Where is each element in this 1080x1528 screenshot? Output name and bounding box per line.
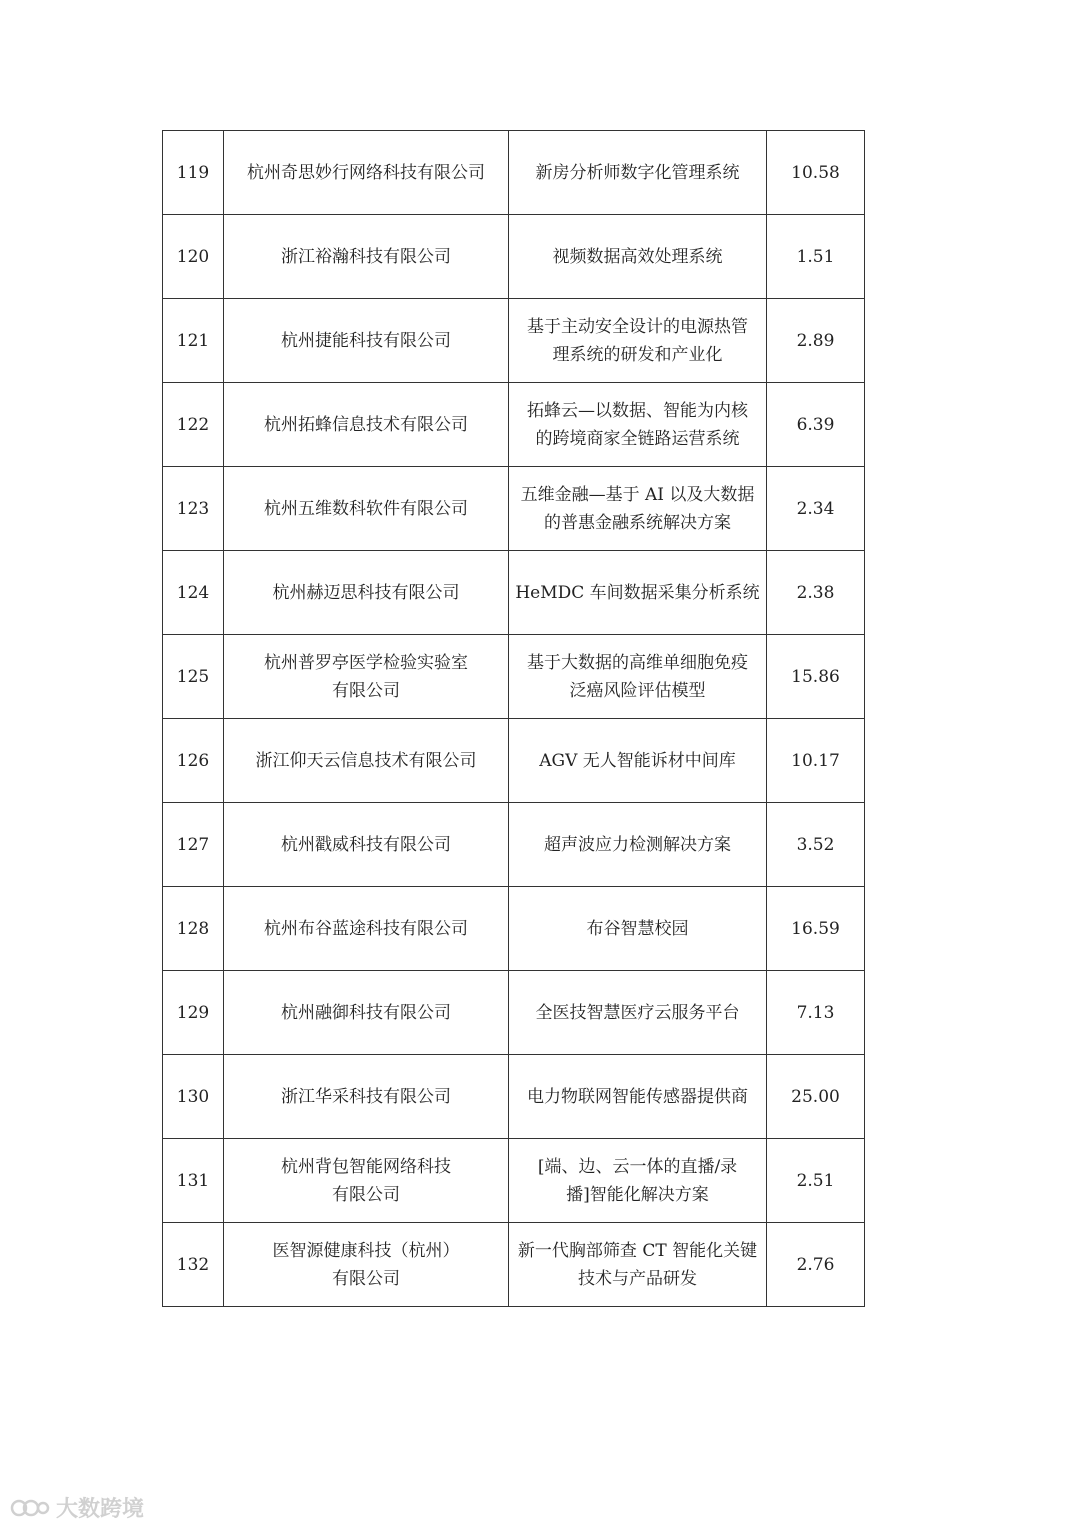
project-name-line: 新房分析师数字化管理系统: [535, 162, 740, 183]
row-number-cell: 124: [163, 551, 224, 635]
watermark-text: 大数跨境: [56, 1497, 145, 1522]
project-name-line: 全医技智慧医疗云服务平台: [535, 1002, 740, 1023]
company-cell: [224, 803, 509, 887]
project-name-line: 新一代胸部筛查 CT 智能化关键: [517, 1240, 758, 1261]
row-number-cell: 127: [163, 803, 224, 887]
row-number-cell: 121: [163, 299, 224, 383]
row-number-cell: 129: [163, 971, 224, 1055]
project-cell: [509, 1223, 767, 1307]
table-row: [163, 215, 865, 299]
row-number-cell: 126: [163, 719, 224, 803]
company-name-line: 浙江裕瀚科技有限公司: [281, 246, 451, 267]
project-cell: [509, 1139, 767, 1223]
project-cell: [509, 887, 767, 971]
row-number-cell: 123: [163, 467, 224, 551]
company-name-line: 杭州五维数科软件有限公司: [264, 498, 468, 519]
table-row: [163, 719, 865, 803]
table-body: [163, 131, 865, 1307]
funding-table: [162, 130, 865, 1307]
table-row: [163, 1139, 865, 1223]
row-number-cell: 122: [163, 383, 224, 467]
company-name-line: 有限公司: [332, 680, 400, 701]
project-cell: [509, 635, 767, 719]
company-name-line: 杭州融御科技有限公司: [281, 1002, 451, 1023]
project-name-line: 基于大数据的高维单细胞免疫: [527, 652, 748, 673]
project-name-line: AGV 无人智能诉材中间库: [539, 750, 736, 771]
table-row: [163, 299, 865, 383]
project-cell: [509, 803, 767, 887]
company-name-line: 杭州赫迈思科技有限公司: [272, 582, 460, 603]
project-name-line: 基于主动安全设计的电源热管: [527, 316, 748, 337]
amount-cell: 6.39: [767, 383, 865, 467]
project-cell: [509, 383, 767, 467]
company-name-line: 有限公司: [332, 1268, 400, 1289]
company-name-line: 杭州布谷蓝途科技有限公司: [264, 918, 468, 939]
row-number-cell: 125: [163, 635, 224, 719]
row-number-cell: 130: [163, 1055, 224, 1139]
amount-cell: 10.17: [767, 719, 865, 803]
table-row: [163, 551, 865, 635]
company-cell: [224, 467, 509, 551]
project-cell: [509, 467, 767, 551]
amount-cell: 2.51: [767, 1139, 865, 1223]
project-cell: [509, 971, 767, 1055]
row-number-cell: 132: [163, 1223, 224, 1307]
company-name-line: 杭州背包智能网络科技: [281, 1156, 451, 1177]
table-row: [163, 1223, 865, 1307]
company-cell: [224, 551, 509, 635]
project-name-line: 理系统的研发和产业化: [552, 344, 723, 365]
project-name-line: 的普惠金融系统解决方案: [544, 512, 731, 533]
project-name-line: HeMDC 车间数据采集分析系统: [515, 582, 760, 603]
project-name-line: 布谷智慧校园: [586, 918, 689, 939]
project-name-line: 技术与产品研发: [578, 1268, 697, 1289]
table-row: [163, 635, 865, 719]
company-cell: [224, 299, 509, 383]
table-row: [163, 971, 865, 1055]
company-cell: [224, 1055, 509, 1139]
amount-cell: 3.52: [767, 803, 865, 887]
watermark: [10, 1492, 144, 1523]
project-name-line: 泛癌风险评估模型: [569, 680, 706, 701]
project-cell: [509, 215, 767, 299]
company-cell: [224, 1223, 509, 1307]
company-cell: [224, 1139, 509, 1223]
amount-cell: 16.59: [767, 887, 865, 971]
table-row: [163, 467, 865, 551]
company-cell: [224, 887, 509, 971]
row-number-cell: 119: [163, 131, 224, 215]
project-cell: [509, 719, 767, 803]
table-row: [163, 383, 865, 467]
amount-cell: 2.34: [767, 467, 865, 551]
project-name-line: [端、边、云一体的直播/录: [537, 1156, 738, 1177]
amount-cell: 2.38: [767, 551, 865, 635]
project-name-line: 五维金融—基于 AI 以及大数据: [520, 484, 755, 505]
company-name-line: 杭州戳威科技有限公司: [281, 834, 451, 855]
table-row: [163, 131, 865, 215]
company-name-line: 浙江仰天云信息技术有限公司: [255, 750, 477, 771]
company-cell: [224, 971, 509, 1055]
project-cell: [509, 131, 767, 215]
company-cell: [224, 635, 509, 719]
row-number-cell: 128: [163, 887, 224, 971]
amount-cell: 7.13: [767, 971, 865, 1055]
project-name-line: 超声波应力检测解决方案: [544, 834, 731, 855]
amount-cell: 15.86: [767, 635, 865, 719]
company-name-line: 杭州拓蜂信息技术有限公司: [264, 414, 468, 435]
project-cell: [509, 299, 767, 383]
company-name-line: 杭州普罗亭医学检验实验室: [264, 652, 468, 673]
project-name-line: 播]智能化解决方案: [566, 1184, 709, 1205]
project-name-line: 视频数据高效处理系统: [552, 246, 723, 267]
project-name-line: 拓蜂云—以数据、智能为内核: [527, 400, 748, 421]
table-row: [163, 803, 865, 887]
project-name-line: 电力物联网智能传感器提供商: [527, 1086, 748, 1107]
row-number-cell: 120: [163, 215, 224, 299]
company-cell: [224, 131, 509, 215]
amount-cell: 10.58: [767, 131, 865, 215]
table-row: [163, 1055, 865, 1139]
project-name-line: 的跨境商家全链路运营系统: [535, 428, 740, 449]
company-cell: [224, 719, 509, 803]
project-cell: [509, 551, 767, 635]
amount-cell: 2.76: [767, 1223, 865, 1307]
company-name-line: 杭州捷能科技有限公司: [281, 330, 451, 351]
table-row: [163, 887, 865, 971]
amount-cell: 25.00: [767, 1055, 865, 1139]
amount-cell: 2.89: [767, 299, 865, 383]
company-cell: [224, 383, 509, 467]
company-cell: [224, 215, 509, 299]
company-name-line: 有限公司: [332, 1184, 400, 1205]
company-name-line: 杭州奇思妙行网络科技有限公司: [247, 162, 485, 183]
company-name-line: 医智源健康科技（杭州）: [272, 1240, 460, 1261]
row-number-cell: 131: [163, 1139, 224, 1223]
company-name-line: 浙江华采科技有限公司: [281, 1086, 451, 1107]
watermark-logo-icon: [10, 1497, 50, 1519]
project-cell: [509, 1055, 767, 1139]
amount-cell: 1.51: [767, 215, 865, 299]
